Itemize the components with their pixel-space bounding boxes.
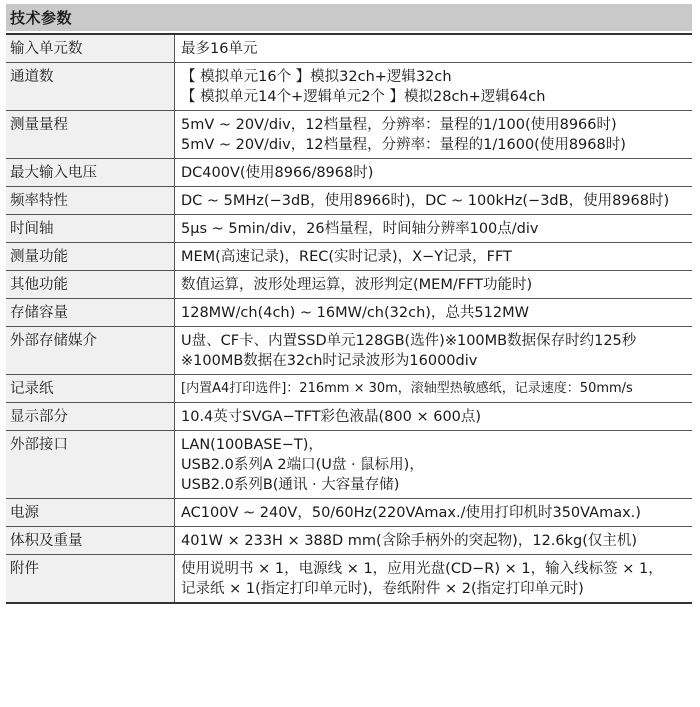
row-value-line: 5mV ~ 20V/div，12档量程，分辨率：量程的1/1600(使用8968时): [181, 137, 626, 153]
row-value-line: U盘、CF卡、内置SSD单元128GB(选件)※100MB数据保存时约125秒: [181, 333, 637, 349]
table-row: [6, 243, 692, 271]
row-value: [175, 34, 693, 63]
row-label: 频率特性: [6, 187, 175, 215]
row-label: 测量功能: [6, 243, 175, 271]
row-label: 电源: [6, 499, 175, 527]
table-row: [6, 159, 692, 187]
row-label: 体积及重量: [6, 527, 175, 555]
row-value: [175, 215, 693, 243]
row-label: 外部存储媒介: [6, 327, 175, 375]
row-value-line: LAN(100BASE−T)，: [181, 437, 323, 453]
row-value: [175, 403, 693, 431]
row-value: [175, 159, 693, 187]
row-value-line: USB2.0系列B(通讯 · 大容量存储): [181, 477, 400, 493]
row-value-line: 【 模拟单元16个 】模拟32ch+逻辑32ch: [181, 69, 452, 85]
table-row: [6, 111, 692, 159]
row-value: [175, 527, 693, 555]
row-label: 最大输入电压: [6, 159, 175, 187]
row-value-line: MEM(高速记录)，REC(实时记录)，X−Y记录，FFT: [181, 249, 512, 265]
row-label: 记录纸: [6, 375, 175, 403]
row-value-line: 最多16单元: [181, 41, 258, 57]
row-value-line: 【 模拟单元14个+逻辑单元2个 】模拟28ch+逻辑64ch: [181, 89, 546, 105]
row-label: 显示部分: [6, 403, 175, 431]
row-value-line: 10.4英寸SVGA−TFT彩色液晶(800 × 600点): [181, 409, 482, 425]
table-row: [6, 499, 692, 527]
table-row: [6, 187, 692, 215]
table-row: [6, 527, 692, 555]
row-label: 输入单元数: [6, 34, 175, 63]
row-value-line: USB2.0系列A 2端口(U盘 · 鼠标用)，: [181, 457, 424, 473]
spec-title: 技术参数: [10, 9, 73, 27]
table-row: [6, 63, 692, 111]
row-value: [175, 327, 693, 375]
row-value: [175, 375, 693, 403]
row-value: [175, 187, 693, 215]
row-value: [175, 271, 693, 299]
row-value-line: [内置A4打印选件]：216mm × 30m，滚轴型热敏感纸，记录速度：50mm/s: [181, 381, 633, 396]
table-row: [6, 555, 692, 604]
table-row: [6, 375, 692, 403]
table-row: [6, 327, 692, 375]
row-value: [175, 63, 693, 111]
row-value-line: 401W × 233H × 388D mm(含除手柄外的突起物)，12.6kg(仅主机): [181, 533, 638, 549]
row-value: [175, 555, 693, 604]
row-value: [175, 111, 693, 159]
spec-table: [6, 33, 692, 604]
table-row: [6, 403, 692, 431]
row-value: [175, 431, 693, 499]
row-value: [175, 243, 693, 271]
row-value-line: 数值运算，波形处理运算，波形判定(MEM/FFT功能时): [181, 277, 533, 293]
row-value-line: 128MW/ch(4ch) ~ 16MW/ch(32ch)，总共512MW: [181, 305, 529, 321]
row-label: 通道数: [6, 63, 175, 111]
row-label: 测量量程: [6, 111, 175, 159]
table-row: [6, 299, 692, 327]
row-value-line: 5mV ~ 20V/div，12档量程，分辨率：量程的1/100(使用8966时): [181, 117, 617, 133]
table-row: [6, 271, 692, 299]
row-value-line: 记录纸 × 1(指定打印单元时)，卷纸附件 × 2(指定打印单元时): [181, 581, 584, 597]
row-value-line: DC400V(使用8966/8968时): [181, 165, 374, 181]
spec-title-bar: [6, 4, 692, 31]
row-label: 外部接口: [6, 431, 175, 499]
table-row: [6, 215, 692, 243]
row-value-line: AC100V ~ 240V，50/60Hz(220VAmax./使用打印机时350VAmax.): [181, 505, 641, 521]
row-value-line: DC ~ 5MHz(−3dB，使用8966时)，DC ~ 100kHz(−3dB，使用8968时): [181, 193, 670, 209]
row-value-line: 使用说明书 × 1，电源线 × 1，应用光盘(CD−R) × 1，输入线标签 × 1，: [181, 561, 663, 577]
table-row: [6, 431, 692, 499]
row-value: [175, 499, 693, 527]
row-value: [175, 299, 693, 327]
row-label: 附件: [6, 555, 175, 604]
row-label: 其他功能: [6, 271, 175, 299]
row-label: 存储容量: [6, 299, 175, 327]
row-value-line: ※100MB数据在32ch时记录波形为16000div: [181, 353, 478, 369]
row-label: 时间轴: [6, 215, 175, 243]
table-row: [6, 34, 692, 63]
row-value-line: 5μs ~ 5min/div，26档量程，时间轴分辨率100点/div: [181, 221, 539, 237]
